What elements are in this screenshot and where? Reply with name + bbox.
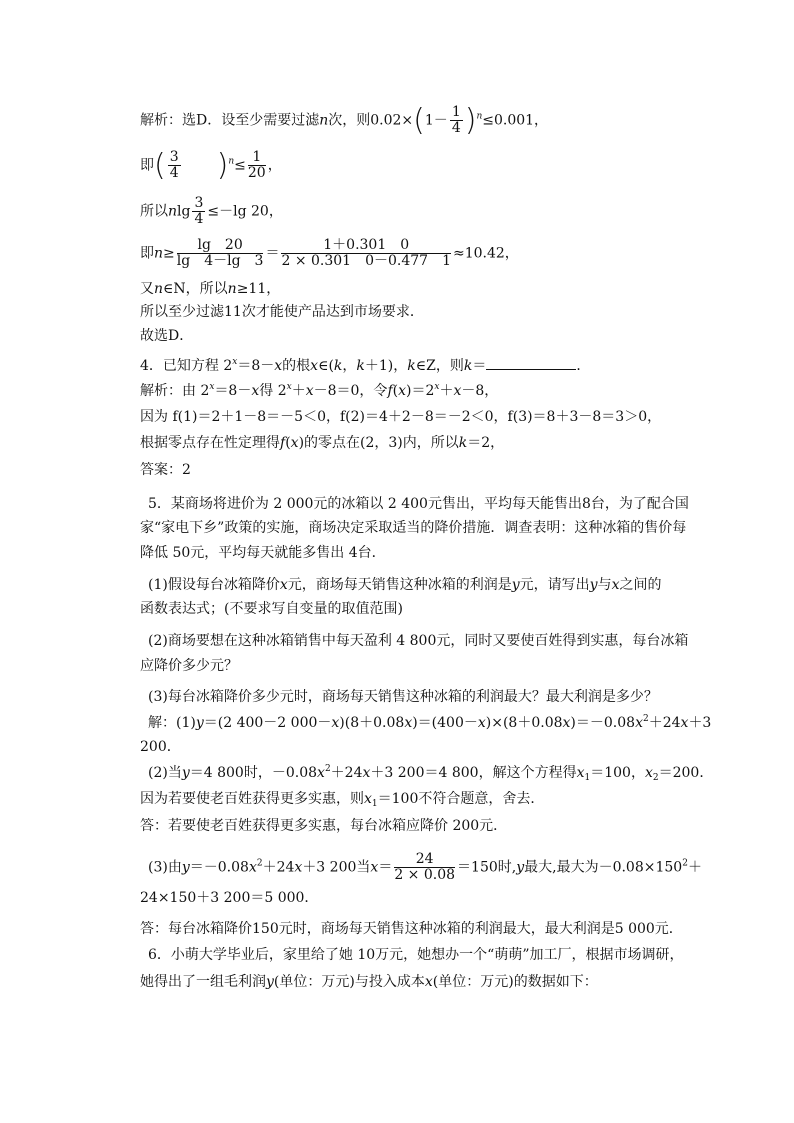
text: ， (342, 358, 357, 374)
denominator: 20 (247, 165, 266, 181)
solution-3-line-6: 所以至少过滤11次才能使产品达到市场要求． (140, 304, 424, 320)
var-n: n (227, 281, 237, 297)
denominator: 2 × 0.08 (394, 867, 456, 883)
numerator: 1＋0.301 0 (281, 238, 451, 254)
var-n: n (154, 281, 164, 297)
text: ≤－lg 20， (207, 203, 283, 220)
var-x: x (362, 765, 371, 781)
var-n: n (319, 112, 329, 129)
text: ≤ (234, 157, 246, 174)
text: ≈10.42， (452, 245, 519, 262)
numerator: 24 (394, 852, 455, 868)
var-x: x (562, 715, 571, 731)
var-y: y (511, 577, 520, 593)
solution-4-line-2: 因为 f(1)＝2＋1－8＝－5＜0，f(2)＝4＋2－8＝－2＜0，f(3)＝8＋3－8＝3＞0， (140, 409, 662, 425)
exponent: x (209, 382, 215, 392)
solution-4-line-3: 根据零点存在性定理得f(x)的零点在(2，3)内，所以k＝2， (140, 435, 505, 451)
var-y: y (516, 859, 525, 876)
text: 所以 (140, 203, 168, 220)
answer-5-line-2: 200． (140, 739, 181, 755)
question-5-line-1: 5．某商场将进价为 2 000元的冰箱以 2 400元售出，平均每天能售出8台，为了配合国 (148, 496, 689, 512)
left-paren: ( (413, 102, 425, 138)
text: ≥11， (236, 281, 281, 297)
question-4 (140, 357, 590, 375)
text: ＋1)， (364, 358, 408, 374)
text: ＝(2 400－2 000－ (203, 715, 332, 731)
text: ( (392, 383, 399, 399)
text: ＋ (439, 383, 454, 399)
solution-3-line-1 (140, 102, 549, 138)
var-x: x (477, 715, 486, 731)
denominator: 2 × 0.301 0－0.477 1 (281, 253, 451, 269)
var-x: x (453, 383, 462, 399)
answer-5-line-5: 答：若要使老百姓获得更多实惠，每台冰箱应降价 200元． (140, 818, 508, 834)
text: )＝－0.08 (570, 715, 636, 731)
var-x: x (310, 358, 319, 374)
fraction-1-20 (248, 150, 266, 181)
text: ＝ (472, 358, 487, 374)
text: 根据零点存在性定理得 (140, 435, 280, 451)
exponent: x (232, 357, 238, 367)
solution-3-line-4 (140, 238, 519, 269)
right-paren: ) (216, 147, 229, 183)
text: 的零点在(2，3)内，所以 (304, 435, 459, 451)
question-5-line-2: 家“家电下乡”政策的实施，商场决定采取适当的降价措施．调查表明：这种冰箱的售价每 (140, 520, 687, 536)
text: ＝100， (590, 765, 645, 781)
exponent: x (434, 382, 440, 392)
question-6-line-2 (140, 973, 598, 991)
numerator: lg 20 (177, 238, 264, 254)
answer-5-line-6: (3)由$y=-0.08x^2+24x+3$ 200当x＝ $\frac{24}{2 \times 0.08}$ ＝150时,y最大,最大为$-0.08\times 150^2+$ (148, 851, 702, 883)
text: 因为若要使老百姓获得更多实惠，则 (140, 791, 364, 807)
var-x: x (644, 765, 653, 781)
fraction-lg (177, 238, 264, 269)
exponent: n (476, 111, 483, 122)
var-k: k (458, 435, 468, 451)
text: ∈( (318, 358, 334, 374)
text: 次，则0.02× (328, 112, 414, 129)
var-y: y (589, 577, 598, 593)
text: (3)由 (148, 859, 182, 876)
numerator: 1 (248, 150, 266, 166)
var-x: x (611, 577, 620, 593)
solution-4-line-1 (140, 382, 498, 400)
text: 她得出了一组毛利润 (140, 974, 266, 990)
text: ＋3 200当 (302, 859, 371, 876)
text: ＝150时, (457, 859, 517, 876)
text: 元，商场每天销售这种冰箱的利润是 (287, 577, 512, 593)
text: 即 (140, 157, 154, 174)
text: 元，请写出 (519, 577, 590, 593)
question-6-line-1: 6．小萌大学毕业后，家里给了她 10万元，她想办一个“萌萌”加工厂，根据市场调研， (148, 947, 684, 963)
text: －8＝0，令 (313, 383, 388, 399)
answer-5-line-4 (140, 790, 544, 808)
var-x: x (370, 859, 379, 876)
var-f: f (387, 383, 393, 399)
answer-blank (486, 357, 576, 370)
text: 与 (597, 577, 612, 593)
part-2-line-2: 应降价多少元？ (140, 658, 238, 674)
fraction-decimal (281, 238, 451, 269)
var-x: x (317, 765, 325, 781)
text: 又 (140, 281, 154, 297)
var-k: k (333, 358, 343, 374)
var-x: x (290, 435, 299, 451)
subscript: 1 (371, 799, 378, 809)
text: 解析：选D．设至少需要过滤 (140, 112, 320, 129)
part-1-line-2: 函数表达式；(不要求写自变量的取值范围) (140, 601, 403, 617)
text: ＝100不符合题意，舍去． (377, 791, 545, 807)
numerator: 3 (194, 195, 204, 211)
text: ＋24 (262, 859, 295, 876)
part-2-line-1: (2)商场要想在这种冰箱销售中每天盈利 4 800元，同时又要使百姓得到实惠，每台冰箱 (148, 633, 689, 649)
fraction-3-4 (192, 196, 205, 227)
question-5-line-3: 降低 50元，平均每天就能多售出 4台． (140, 545, 386, 561)
left-paren: ( (154, 147, 166, 183)
part-3: (3)每台冰箱降价多少元时，商场每天销售这种冰箱的利润最大？最大利润是多少？ (148, 689, 658, 705)
text: ＝200． (658, 765, 714, 781)
text: ． (576, 358, 591, 374)
text: ∈Z，则 (415, 358, 464, 374)
answer-5-line-8: 答：每台冰箱降价150元时，商场每天销售这种冰箱的利润最大，最大利润是5 000元． (140, 921, 683, 937)
text: ＝ (265, 245, 280, 262)
denominator: lg 4－lg 3 (176, 253, 264, 269)
text: (2)当 (148, 765, 182, 781)
text: 即 (140, 245, 154, 262)
var-y: y (266, 974, 274, 990)
text: ＝8－ (214, 383, 252, 399)
var-k: k (463, 358, 473, 374)
solution-3-line-7: 故选D． (140, 328, 194, 344)
var-f: f (280, 435, 286, 451)
text: ＋ (687, 859, 702, 876)
fraction-1-4 (450, 105, 463, 136)
var-n: n (154, 245, 164, 262)
var-y: y (181, 859, 190, 876)
text: ∈N，所以 (163, 281, 228, 297)
text: lg (177, 203, 191, 220)
text: ＝－0.08 (189, 859, 249, 876)
text: 1－ (424, 112, 448, 129)
solution-3-line-2 (140, 147, 282, 183)
text: ＋24 (648, 715, 681, 731)
subscript: 2 (652, 773, 659, 783)
var-x: x (364, 791, 372, 807)
solution-3-line-3 (140, 196, 283, 227)
var-x: x (251, 383, 260, 399)
text: 之间的 (619, 577, 662, 593)
var-y: y (195, 715, 204, 731)
text: 最大,最大为－0.08×150 (524, 859, 683, 876)
denominator: 4 (194, 211, 204, 227)
text: 解析：由 2 (140, 383, 210, 399)
var-x: x (576, 765, 585, 781)
var-x: x (294, 859, 303, 876)
answer-5-line-7: 24×150＋3 200＝5 000． (140, 890, 319, 906)
exponent: x (286, 382, 292, 392)
var-x: x (274, 358, 283, 374)
text: (单位：万元)的数据如下： (432, 974, 598, 990)
solution-3-line-5 (140, 280, 280, 298)
text: )＝(400－ (412, 715, 478, 731)
text: ＋3 (688, 715, 712, 731)
var-k: k (356, 358, 365, 374)
text: －8， (461, 383, 499, 399)
var-x: x (398, 383, 406, 399)
text: )×(8＋0.08 (485, 715, 563, 731)
var-x: x (635, 715, 643, 731)
var-x: x (331, 715, 340, 731)
denominator: 4 (169, 165, 179, 181)
fraction-24 (394, 852, 455, 883)
denominator: 4 (451, 120, 461, 136)
text: 解：(1) (148, 715, 196, 731)
numerator: 3 (169, 149, 179, 165)
var-y: y (181, 765, 190, 781)
answer-5-line-3: (2)当y＝4 800时，$-0.08x^2+24x+3$ 200＝4 800，解这个方程得$x_1=100$，$x_2=200$． (148, 764, 714, 783)
var-x: x (404, 715, 413, 731)
text: )＝2 (406, 383, 435, 399)
text: ＝ (378, 859, 393, 876)
text: 的根 (282, 358, 311, 374)
text: ＝2， (467, 435, 505, 451)
numerator: 1 (451, 104, 461, 120)
part-1-line-1 (148, 576, 662, 594)
var-x: x (279, 577, 288, 593)
right-paren: ) (464, 102, 477, 138)
var-n: n (168, 203, 178, 220)
subscript: 1 (584, 773, 591, 783)
var-x: x (424, 974, 433, 990)
exponent: n (228, 156, 235, 167)
var-x: x (305, 383, 314, 399)
text: ＋ (291, 383, 306, 399)
text: 4．已知方程 2 (140, 358, 233, 374)
var-k: k (407, 358, 416, 374)
text: ≥ (163, 245, 175, 262)
fraction-3-4 (168, 150, 181, 181)
var-x: x (680, 715, 689, 731)
text: ＋24 (330, 765, 363, 781)
text: ＋3 200＝4 800，解这个方程得 (370, 765, 577, 781)
text: )(8＋0.08 (339, 715, 405, 731)
text: 得 2 (259, 383, 287, 399)
var-x: x (248, 859, 257, 876)
answer-4: 答案：2 (140, 462, 191, 478)
text: (单位：万元)与投入成本 (273, 974, 425, 990)
text: (1)假设每台冰箱降价 (148, 577, 280, 593)
text: ＝8－ (237, 358, 275, 374)
answer-5-line-1: 解：(1)y＝(2 400－2 $000-x)(8+0.08x)=(400-x)\times(8+0.08x)=-0.08x^2+24x+3$ (148, 714, 712, 731)
text: ＝4 800时，－0.08 (189, 765, 318, 781)
text: ≤0.001， (482, 112, 549, 129)
text: ， (267, 157, 282, 174)
